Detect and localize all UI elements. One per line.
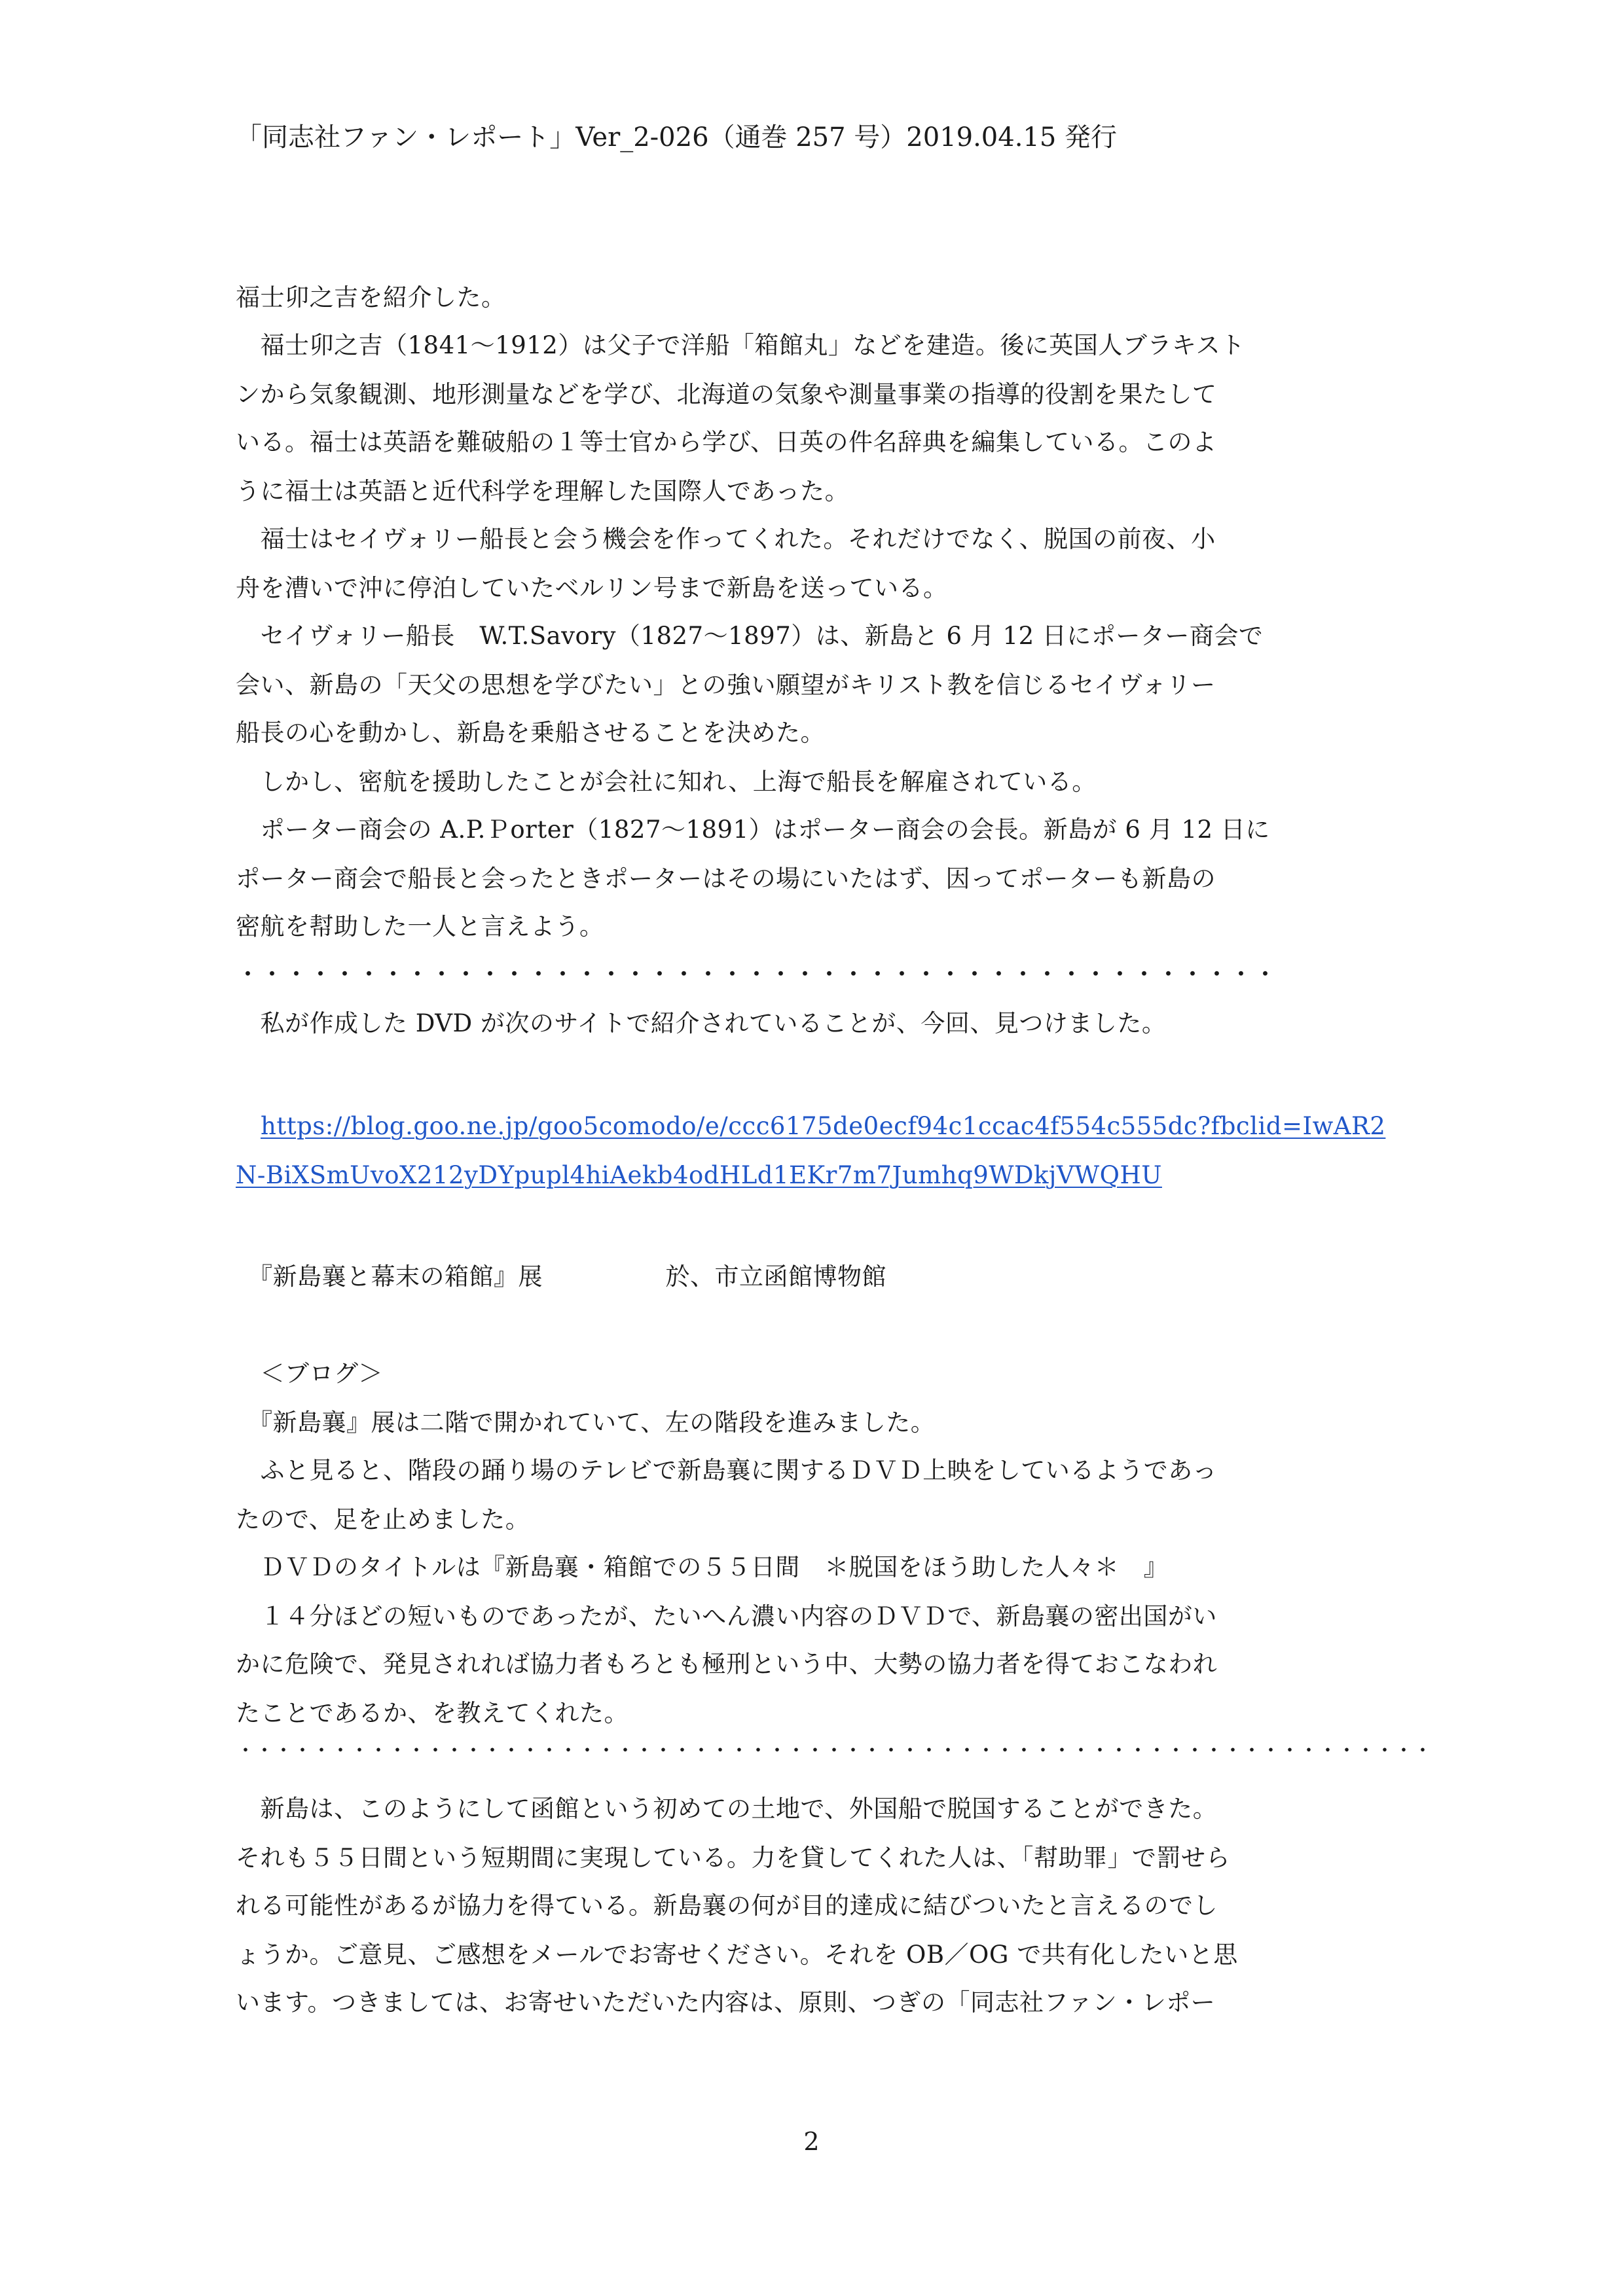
- text-line: 舟を漕いで沖に停泊していたベルリン号まで新島を送っている。: [236, 574, 948, 602]
- text-line: セイヴォリー船長 W.T.Savory（1827～1897）は、新島と 6 月 12 日にポーター商会で: [236, 622, 1264, 650]
- text-line: 私が作成した DVD が次のサイトで紹介されていることが、今回、見つけました。: [236, 1009, 1167, 1037]
- text-line: 『新島襄』展は二階で開かれていて、左の階段を進みました。: [236, 1408, 936, 1437]
- text-line: たことであるか、を教えてくれた。: [236, 1699, 629, 1727]
- text-line: 会い、新島の「天父の思想を学びたい」との強い願望がキリスト教を信じるセイヴォリー: [236, 671, 1216, 699]
- text-line: いる。福士は英語を難破船の１等士官から学び、日英の件名辞典を編集している。このよ: [236, 428, 1217, 456]
- text-line: れる可能性があるが協力を得ている。新島襄の何が目的達成に結びついたと言えるのでし: [236, 1892, 1218, 1920]
- exhibition-title: 『新島襄と幕末の箱館』展 於、市立函館博物館: [236, 1263, 886, 1291]
- text-line: ポーター商会で船長と会ったときポーターはその場にいたはず、因ってポーターも新島の: [236, 865, 1216, 893]
- text-line: 密航を幇助した一人と言えよう。: [236, 912, 604, 941]
- blog-link[interactable]: https://blog.goo.ne.jp/goo5comodo/e/ccc6175de0ecf94c1ccac4f554c555dc?fbclid=IwAR2: [261, 1112, 1386, 1140]
- text-line: １４分ほどの短いものであったが、たいへん濃い内容のＤＶＤで、新島襄の密出国がい: [236, 1602, 1217, 1630]
- text-line: それも５５日間という短期間に実現している。力を貸してくれた人は、「幇助罪」で罰せら: [236, 1844, 1230, 1872]
- text-line: ふと見ると、階段の踊り場のテレビで新島襄に関するＤＶＤ上映をしているようであっ: [236, 1456, 1217, 1484]
- text-line: ＤＶＤのタイトルは『新島襄・箱館での５５日間 ＊脱国をほう助した人々＊ 』: [236, 1553, 1169, 1581]
- text-line: 福士はセイヴォリー船長と会う機会を作ってくれた。それだけでなく、脱国の前夜、小: [236, 525, 1216, 553]
- text-line: うに福士は英語と近代科学を理解した国際人であった。: [236, 477, 850, 505]
- text-line: しかし、密航を援助したことが会社に知れ、上海で船長を解雇されている。: [236, 768, 1097, 796]
- text-line: 福士卯之吉を紹介した。: [236, 283, 506, 312]
- blog-heading: ＜ブログ＞: [236, 1359, 383, 1388]
- text-line: います。つきましては、お寄せいただいた内容は、原則、つぎの「同志社ファン・レポー: [236, 1988, 1216, 2017]
- report-header: 「同志社ファン・レポート」Ver_2-026（通巻 257 号）2019.04.15 発行: [236, 122, 1118, 152]
- text-line: ンから気象観測、地形測量などを学び、北海道の気象や測量事業の指導的役割を果たして: [236, 380, 1217, 408]
- dotted-separator: ・・・・・・・・・・・・・・・・・・・・・・・・・・・・・・・・・・・・・・・・・・・: [236, 960, 1277, 988]
- dotted-separator: ・・・・・・・・・・・・・・・・・・・・・・・・・・・・・・・・・・・・・・・・・・・・・・・・・・・・・・・・・・・・・・・: [236, 1740, 1432, 1763]
- blog-link-continued[interactable]: N-BiXSmUvoX212yDYpupl4hiAekb4odHLd1EKr7m7Jumhq9WDkjVWQHU: [236, 1161, 1162, 1189]
- text-line: たので、足を止めました。: [236, 1505, 530, 1534]
- text-line: ポーター商会の A.P.Ｐorter（1827～1891）はポーター商会の会長。新島が 6 月 12 日に: [236, 816, 1270, 844]
- text-line: かに危険で、発見されれば協力者もろとも極刑という中、大勢の協力者を得ておこなわれ: [236, 1650, 1218, 1678]
- text-line: 福士卯之吉（1841～1912）は父子で洋船「箱館丸」などを建造。後に英国人ブラキスト: [236, 331, 1245, 359]
- text-line: 新島は、このようにして函館という初めての土地で、外国船で脱国することができた。: [236, 1795, 1218, 1823]
- page-number: 2: [803, 2127, 820, 2156]
- text-line: 船長の心を動かし、新島を乗船させることを決めた。: [236, 719, 825, 747]
- text-line: ょうか。ご意見、ご感想をメールでお寄せください。それを OB／OG で共有化したいと思: [236, 1941, 1238, 1969]
